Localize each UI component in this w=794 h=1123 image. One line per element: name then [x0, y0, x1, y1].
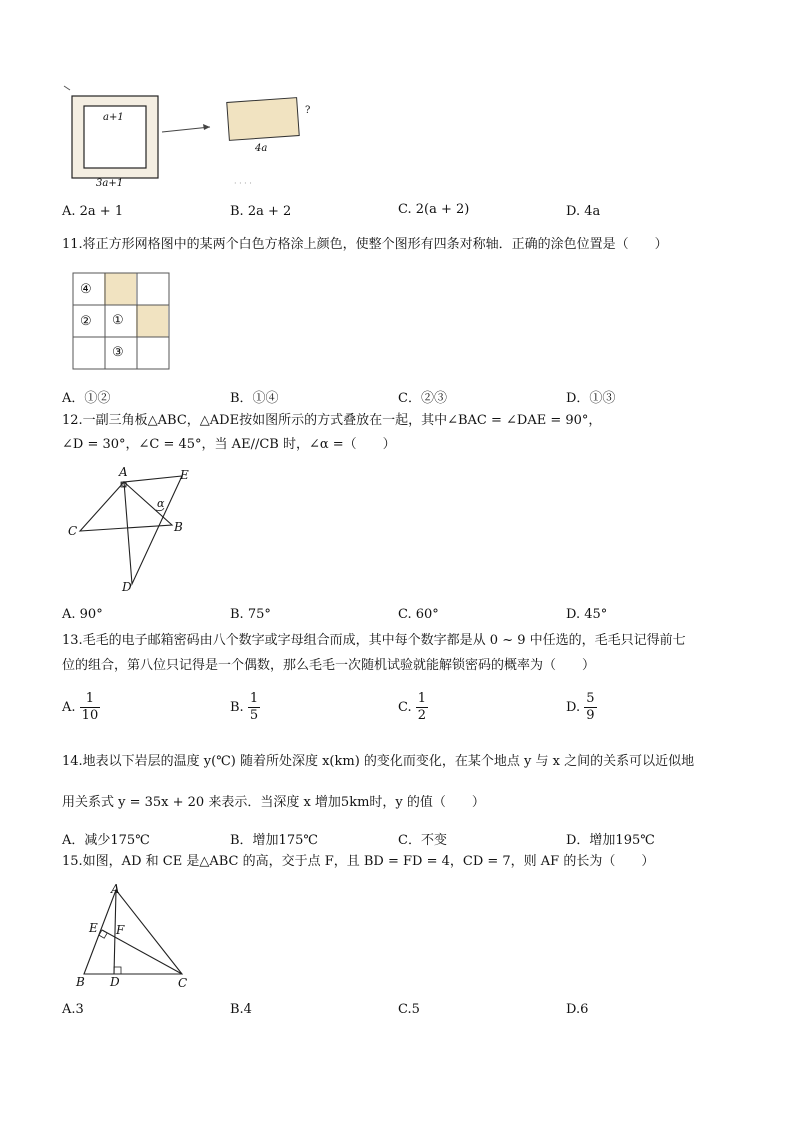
denominator: 9	[586, 708, 595, 723]
q14-option-d: D．增加195℃	[566, 833, 655, 848]
q12-label-a: A	[119, 465, 128, 479]
q11-option-a: A．①②	[62, 391, 111, 406]
q12-text-line1: 12.一副三角板△ABC，△ADE按如图所示的方式叠放在一起，其中∠BAC = ∠DAE = 90°，	[62, 413, 602, 428]
denominator: 2	[417, 708, 427, 723]
q12-label-c: C	[68, 524, 78, 538]
numerator: 1	[417, 691, 427, 706]
q11-option-b: B．①④	[230, 391, 279, 406]
q15-option-a: A.3	[62, 1002, 84, 1017]
q11-text: 11.将正方形网格图中的某两个白色方格涂上颜色，使整个图形有四条对称轴．正确的涂色位置是（ ）	[62, 237, 668, 252]
q13-option-d-fraction	[584, 691, 596, 724]
q15-option-d: D.6	[566, 1002, 589, 1017]
q15-label-a: A	[111, 882, 120, 896]
q15-label-b: B	[76, 975, 85, 989]
q11-cell-3: ③	[112, 345, 124, 360]
q10-option-b: B. 2a + 2	[230, 204, 292, 219]
q11-cell-2: ②	[80, 314, 92, 329]
q12-label-alpha: α	[157, 497, 165, 510]
q15-label-e: E	[89, 921, 98, 935]
q14-text-line2: 用关系式 y = 35x + 20 来表示．当深度 x 增加5km时，y 的值（ ）	[62, 795, 485, 810]
q12-text-line2: ∠D = 30°，∠C = 45°，当 AE//CB 时，∠α =（ ）	[62, 437, 396, 452]
q13-option-a	[62, 691, 100, 724]
denominator: 5	[249, 708, 259, 723]
q12-label-b: B	[174, 520, 183, 534]
svg-text:· · · ·: · · · ·	[234, 179, 252, 188]
q12-option-b: B. 75°	[230, 607, 271, 622]
q14-text-line1: 14.地表以下岩层的温度 y(℃) 随着所处深度 x(km) 的变化而变化，在某个地点 y 与 x 之间的关系可以近似地	[62, 754, 695, 769]
q15-option-c: C.5	[398, 1002, 420, 1017]
q13-option-a-letter: A.	[62, 700, 76, 715]
q13-option-d-letter: D.	[566, 700, 581, 715]
q10-option-a: A. 2a + 1	[62, 204, 124, 219]
q11-cell-4: ④	[80, 282, 92, 297]
q14-option-b: B．增加175℃	[230, 833, 318, 848]
q11-cell-1: ①	[112, 313, 124, 328]
q13-option-d	[566, 691, 597, 724]
q11-option-c: C．②③	[398, 391, 447, 406]
q12-figure	[64, 462, 204, 596]
denominator: 10	[81, 708, 99, 723]
q13-option-c	[398, 691, 428, 724]
q13-text-line2: 位的组合，第八位只记得是一个偶数，那么毛毛一次随机试验就能解锁密码的概率为（ ）	[62, 658, 596, 673]
q10-label-rect-right: ?	[305, 105, 311, 116]
q13-text-line1: 13.毛毛的电子邮箱密码由八个数字或字母组合而成，其中每个数字都是从 0 ~ 9 中任选的，毛毛只记得前七	[62, 633, 686, 648]
q11-option-d: D．①③	[566, 391, 616, 406]
numerator: 1	[249, 691, 259, 706]
q15-text: 15.如图，AD 和 CE 是△ABC 的高，交于点 F，且 BD = FD = 4，CD = 7，则 AF 的长为（ ）	[62, 854, 655, 869]
q10-label-rect-bottom: 4a	[255, 143, 268, 154]
q15-figure	[74, 880, 194, 990]
q12-option-c: C. 60°	[398, 607, 439, 622]
q13-option-c-fraction	[416, 691, 428, 724]
q14-option-c: C．不变	[398, 833, 447, 848]
q13-option-b	[230, 691, 260, 724]
q12-option-a: A. 90°	[62, 607, 103, 622]
q12-label-e: E	[180, 468, 189, 482]
q13-option-b-fraction	[248, 691, 260, 724]
q10-label-outer: 3a+1	[96, 178, 124, 189]
numerator: 1	[80, 691, 101, 708]
q10-option-d: D. 4a	[566, 204, 601, 219]
q13-option-b-letter: B.	[230, 700, 244, 715]
q14-option-a: A．减少175℃	[62, 833, 150, 848]
q12-option-d: D. 45°	[566, 607, 608, 622]
q10-option-c: C. 2(a + 2)	[398, 202, 470, 217]
q15-label-c: C	[178, 976, 188, 990]
q10-label-inner: a+1	[103, 112, 124, 123]
q13-option-a-fraction	[80, 691, 101, 724]
numerator: 5	[586, 691, 595, 706]
q15-label-d: D	[110, 975, 120, 989]
q15-label-f: F	[116, 923, 125, 937]
q15-option-b: B.4	[230, 1002, 252, 1017]
q12-label-d: D	[122, 580, 132, 594]
q13-option-c-letter: C.	[398, 700, 412, 715]
